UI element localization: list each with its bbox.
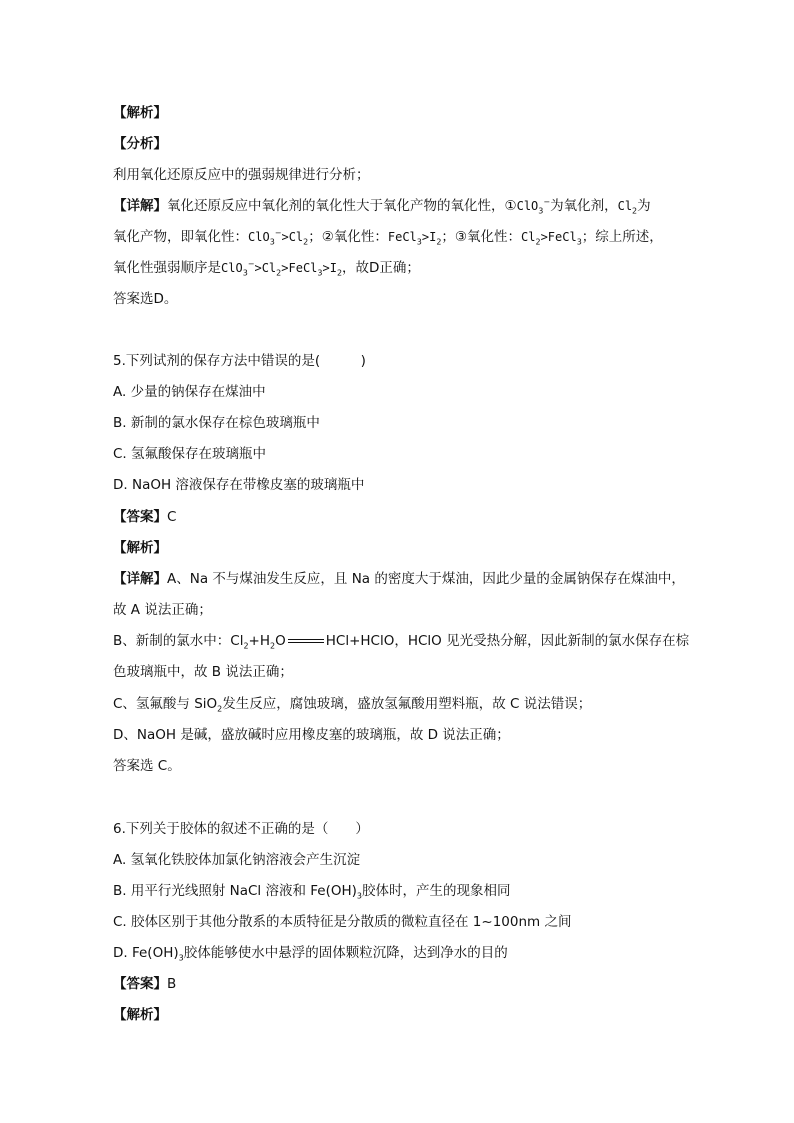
q5-detail-a-line-1: 【详解】A、Na 不与煤油发生反应，且 Na 的密度大于煤油，因此少量的金属钠保存在煤油中， xyxy=(113,571,685,587)
q4-detail-line-2: 氧化产物，即氧化性：$ClO_3^->Cl_2$；②氧化性：$FeCl_3>I_2$；③氧化性：$Cl_2>FeCl_3$；综上所述， xyxy=(113,228,663,247)
q5-jiexi-heading: 【解析】 xyxy=(113,540,167,556)
q5-option-a: A. 少量的钠保存在煤油中 xyxy=(113,384,266,400)
q5-detail-b-line-1: B、新制的氯水中：$Cl_2+H_2O$ HCl+HClO，HClO 见光受热分解，因此新制的氯水保存在棕 xyxy=(113,633,690,651)
q5-detail-d-line: D、NaOH 是碱，盛放碱时应用橡皮塞的玻璃瓶，故 D 说法正确； xyxy=(113,727,510,743)
q6-answer-tag: 【答案】 xyxy=(113,976,167,992)
q6-option-b: B. 用平行光线照射 NaCl 溶液和 $Fe(OH)_3$胶体时，产生的现象相同 xyxy=(113,883,511,901)
q5-answer xyxy=(113,508,176,526)
equilibrium-arrow-icon xyxy=(288,636,324,646)
q5-detail-tag: 【详解】 xyxy=(113,571,167,587)
q5-detail-b-line-2: 色玻璃瓶中，故 B 说法正确； xyxy=(113,664,293,680)
q6-jiexi-heading: 【解析】 xyxy=(113,1007,167,1023)
q6-answer-value: B xyxy=(167,976,177,992)
q4-answer-line: 答案选D。 xyxy=(113,291,178,307)
q6-answer xyxy=(113,975,176,993)
q6-option-a: A. 氢氧化铁胶体加氯化钠溶液会产生沉淀 xyxy=(113,852,361,868)
q4-analysis-text: 利用氧化还原反应中的强弱规律进行分析； xyxy=(113,167,370,183)
q5-option-b: B. 新制的氯水保存在棕色玻璃瓶中 xyxy=(113,415,320,431)
q5-detail-c-line: C、氢氟酸与 SiO$_2$发生反应，腐蚀玻璃，盛放氢氟酸用塑料瓶，故 C 说法错误； xyxy=(113,696,592,714)
q5-answer-value: C xyxy=(167,509,177,525)
q4-detail-line-3: 氧化性强弱顺序是$ClO_3^->Cl_2>FeCl_3>I_2$，故D正确； xyxy=(113,259,420,278)
q5-option-c: C. 氢氟酸保存在玻璃瓶中 xyxy=(113,446,267,462)
q4-fenxi-heading: 【分析】 xyxy=(113,136,167,152)
q6-stem: 6.下列关于胶体的叙述不正确的是（ ） xyxy=(113,821,369,837)
q4-jiexi-heading: 【解析】 xyxy=(113,105,167,121)
q6-option-d: D. $Fe(OH)_3$胶体能够使水中悬浮的固体颗粒沉降，达到净水的目的 xyxy=(113,945,508,963)
q5-stem: 5.下列试剂的保存方法中错误的是( ) xyxy=(113,353,366,369)
q5-detail-a-line-2: 故 A 说法正确； xyxy=(113,602,212,618)
q5-answer-line: 答案选 C。 xyxy=(113,758,181,774)
q4-detail-line-1: 【详解】氧化还原反应中氧化剂的氧化性大于氧化产物的氧化性，①ClO$_3$−为氧化剂，$Cl_2$为 xyxy=(113,197,651,216)
q5-answer-tag: 【答案】 xyxy=(113,509,167,525)
q5-option-d: D. NaOH 溶液保存在带橡皮塞的玻璃瓶中 xyxy=(113,477,365,493)
q4-detail-tag: 【详解】 xyxy=(113,198,167,214)
q6-option-c: C. 胶体区别于其他分散系的本质特征是分散质的微粒直径在 1~100nm 之间 xyxy=(113,914,572,930)
